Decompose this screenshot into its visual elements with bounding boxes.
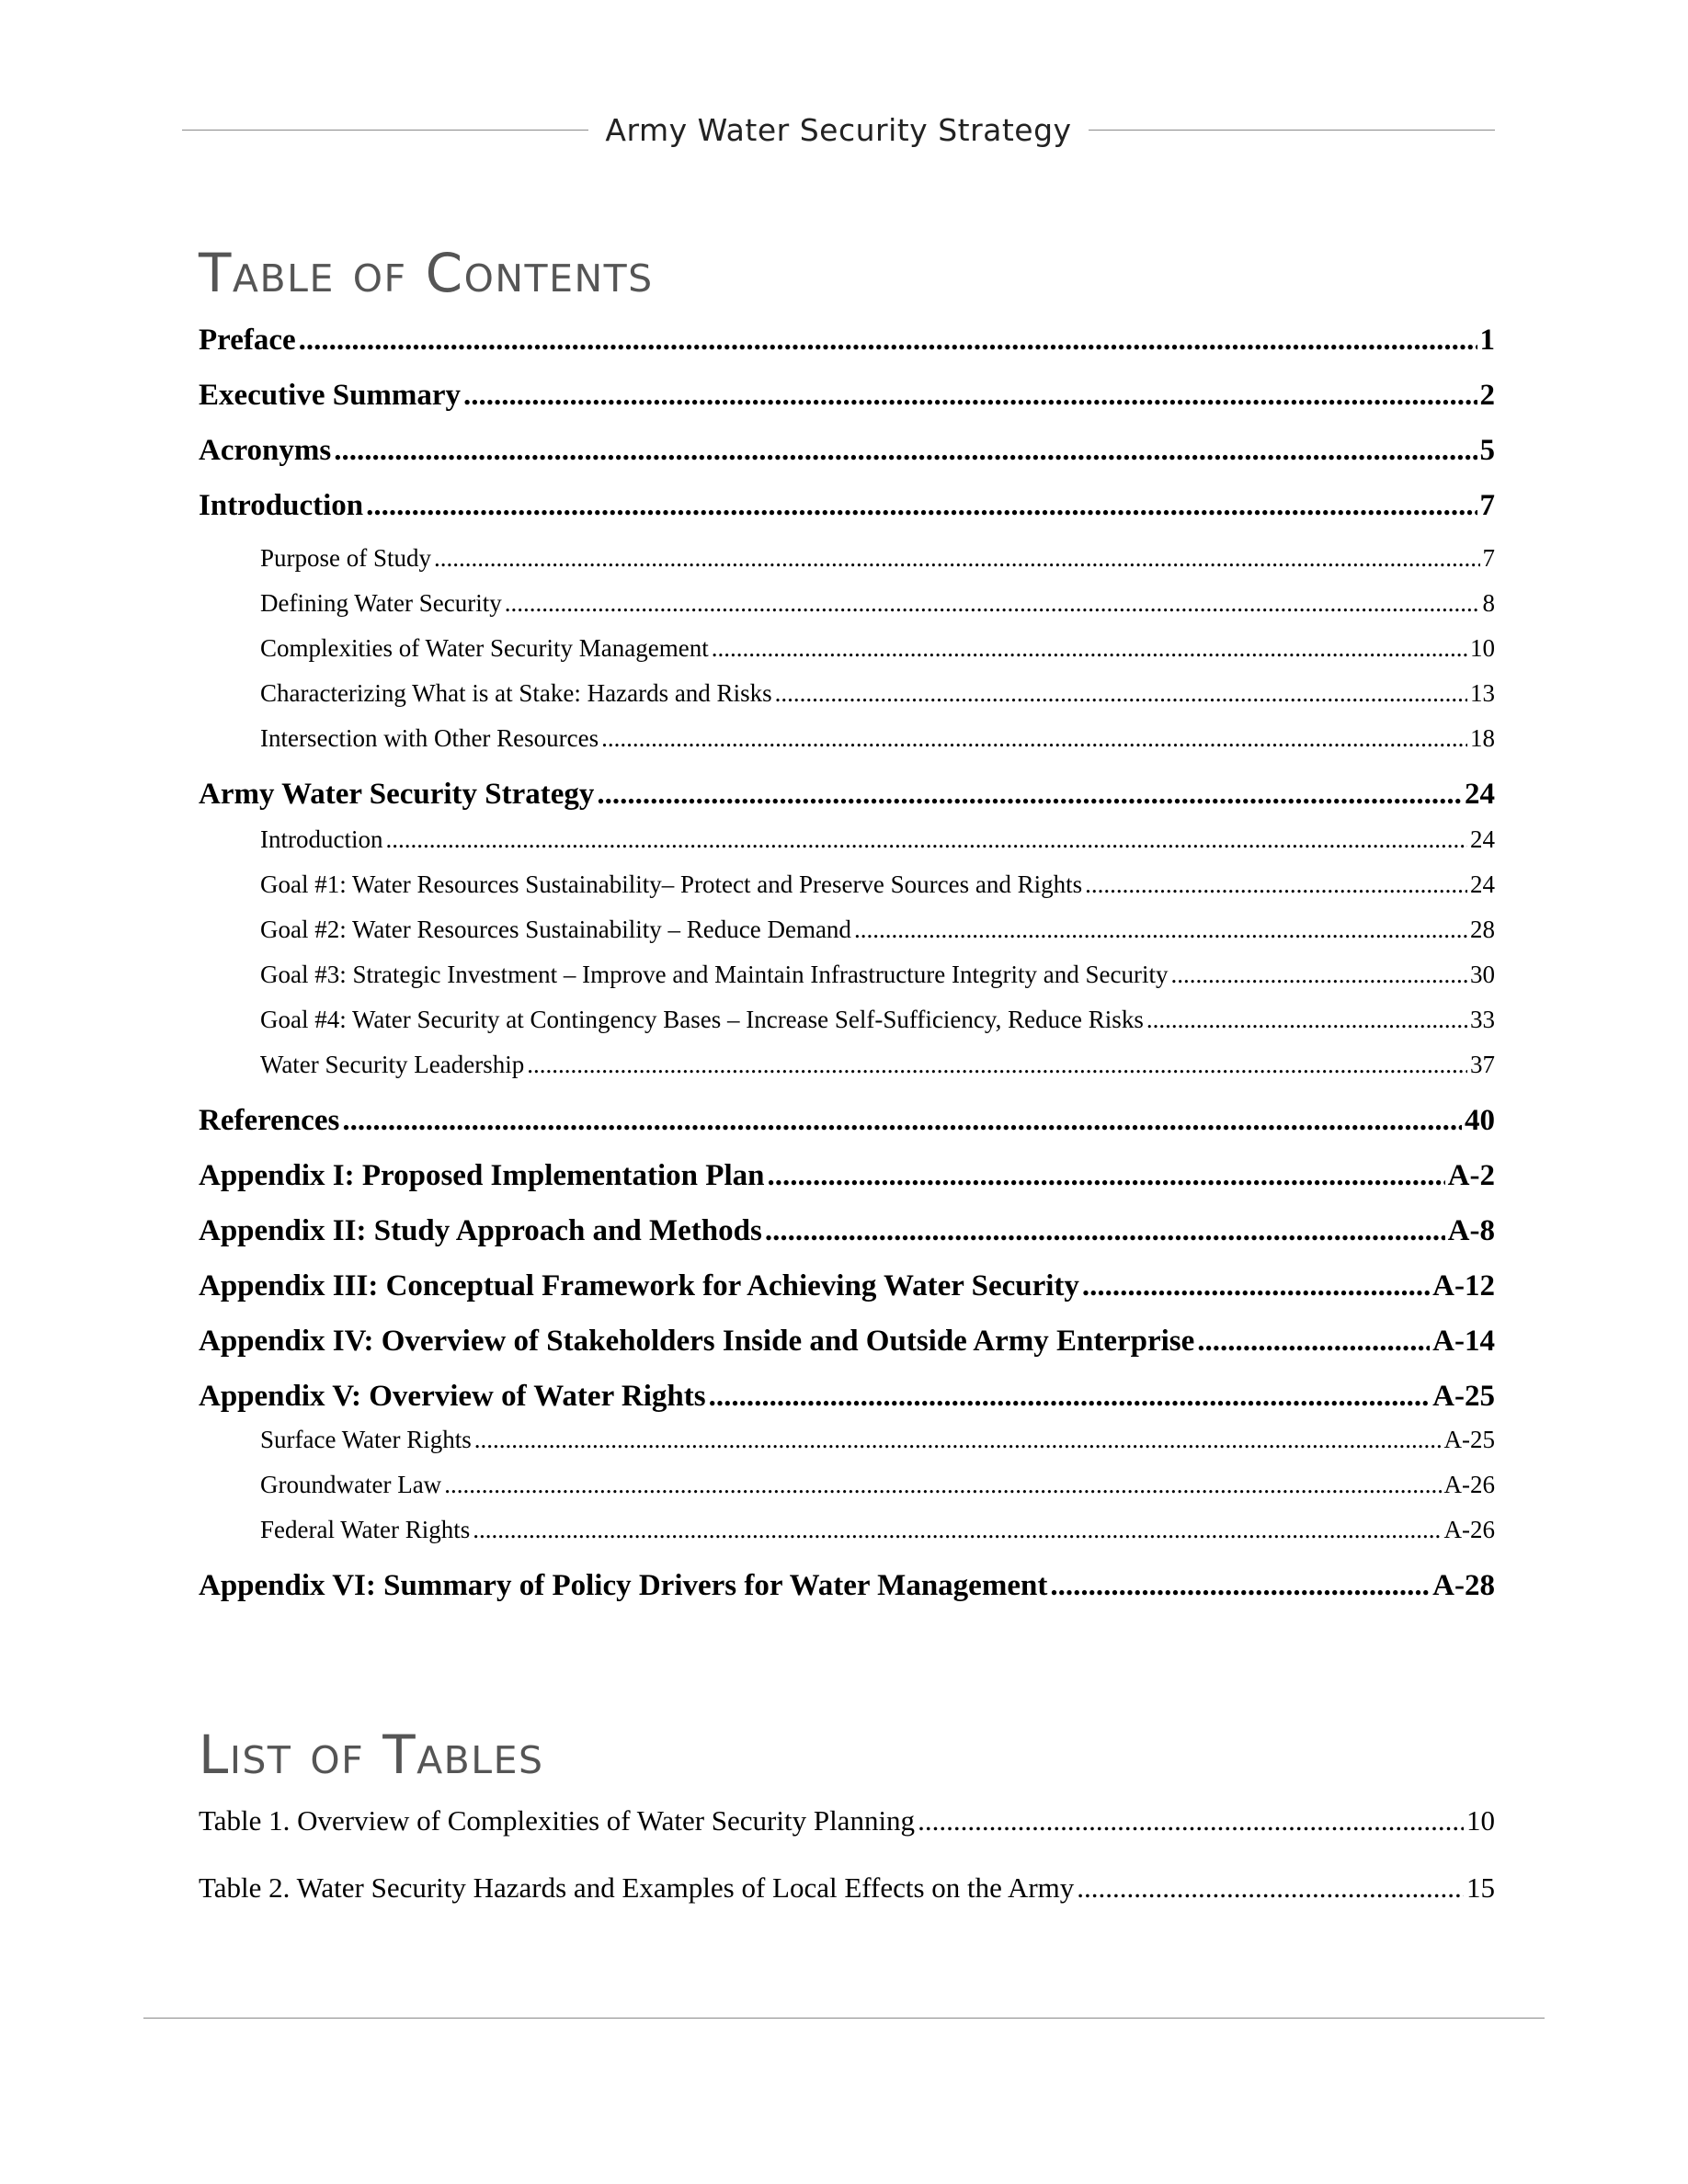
table-entry-page: 10	[1466, 1804, 1495, 1837]
dot-leader	[366, 489, 1477, 523]
toc-entry-label: Appendix VI: Summary of Policy Drivers for Water Management	[199, 1569, 1048, 1602]
toc-entry-label: Acronyms	[199, 434, 332, 467]
toc-entry-label: Defining Water Security	[260, 589, 502, 617]
table-entry[interactable]	[199, 1804, 1495, 1837]
dot-leader	[474, 1426, 1442, 1454]
toc-entry[interactable]	[260, 1051, 1495, 1079]
toc-entry[interactable]	[199, 324, 1495, 358]
dot-leader	[601, 724, 1467, 753]
toc-entry-page: A-12	[1432, 1269, 1495, 1302]
toc-entry-page: A-28	[1432, 1569, 1495, 1602]
toc-entry[interactable]	[199, 1325, 1495, 1359]
dot-leader	[767, 1159, 1444, 1193]
toc-entry-label: Appendix II: Study Approach and Methods	[199, 1214, 762, 1247]
toc-entry-label: Appendix III: Conceptual Framework for Achieving Water Security	[199, 1269, 1079, 1302]
header-title: Army Water Security Strategy	[605, 111, 1072, 148]
toc-entry-page: 24	[1470, 870, 1495, 898]
toc-entry-label: Water Security Leadership	[260, 1051, 525, 1078]
toc-entry-label: Goal #1: Water Resources Sustainability– Protect and Preserve Sources and Rights	[260, 870, 1083, 898]
dot-leader	[385, 825, 1467, 854]
dot-leader	[434, 544, 1479, 573]
toc-entry-page: 2	[1479, 379, 1495, 412]
dot-leader	[505, 589, 1480, 618]
toc-entry-label: Appendix V: Overview of Water Rights	[199, 1380, 706, 1413]
toc-entry-label: Purpose of Study	[260, 544, 432, 572]
list-of-tables-heading: List of Tables	[199, 1723, 544, 1786]
header-rule-right	[1089, 130, 1495, 131]
toc-entry[interactable]	[260, 825, 1495, 854]
toc-entry-page: 24	[1465, 778, 1495, 811]
toc-entry-page: 18	[1470, 724, 1495, 752]
header-rule-left	[182, 130, 588, 131]
dot-leader	[334, 434, 1477, 468]
dot-leader	[1077, 1871, 1464, 1905]
dot-leader	[1170, 961, 1467, 989]
dot-leader	[342, 1104, 1462, 1138]
toc-entry-page: 28	[1470, 916, 1495, 943]
toc-entry-page: 37	[1470, 1051, 1495, 1078]
dot-leader	[712, 634, 1467, 663]
dot-leader	[854, 916, 1467, 944]
toc-entry-label: Appendix I: Proposed Implementation Plan	[199, 1159, 765, 1192]
toc-entry-label: Executive Summary	[199, 379, 462, 412]
toc-entry-page: 40	[1465, 1104, 1495, 1137]
toc-entry-page: A-2	[1447, 1159, 1495, 1192]
toc-entry-label: Goal #4: Water Security at Contingency Bases – Increase Self-Sufficiency, Reduce Risks	[260, 1006, 1144, 1033]
toc-entry[interactable]	[199, 778, 1495, 812]
dot-leader	[1085, 870, 1467, 899]
dot-leader	[1146, 1006, 1467, 1034]
toc-entry[interactable]	[199, 1159, 1495, 1193]
table-entry[interactable]	[199, 1871, 1495, 1905]
toc-entry[interactable]	[199, 1269, 1495, 1303]
toc-entry-page: 7	[1479, 489, 1495, 522]
toc-entry-page: A-14	[1432, 1325, 1495, 1358]
toc-entry[interactable]	[260, 1426, 1495, 1454]
toc-entry-label: Introduction	[199, 489, 364, 522]
toc-entry-label: Preface	[199, 324, 296, 357]
toc-entry-page: 13	[1470, 679, 1495, 707]
toc-entry-label: Complexities of Water Security Management	[260, 634, 709, 662]
toc-entry[interactable]	[199, 1569, 1495, 1603]
toc-entry-label: Goal #2: Water Resources Sustainability – Reduce Demand	[260, 916, 851, 943]
toc-entry-page: A-25	[1432, 1380, 1495, 1413]
toc-entry[interactable]	[260, 870, 1495, 899]
footer-rule	[143, 2018, 1545, 2019]
dot-leader	[527, 1051, 1467, 1079]
dot-leader	[597, 778, 1462, 812]
table-entry-label: Table 2. Water Security Hazards and Examples of Local Effects on the Army	[199, 1871, 1075, 1904]
toc-entry[interactable]	[260, 679, 1495, 708]
toc-entry[interactable]	[260, 724, 1495, 753]
toc-entry[interactable]	[260, 1471, 1495, 1499]
running-header	[182, 108, 1495, 151]
toc-entry-page: A-26	[1443, 1471, 1495, 1498]
toc-entry-page: 24	[1470, 825, 1495, 853]
toc-entry-label: References	[199, 1104, 340, 1137]
toc-entry-page: 8	[1482, 589, 1495, 617]
toc-entry[interactable]	[260, 916, 1495, 944]
toc-entry-page: 5	[1479, 434, 1495, 467]
toc-entry-page: 1	[1479, 324, 1495, 357]
dot-leader	[1197, 1325, 1430, 1359]
toc-entry-label: Surface Water Rights	[260, 1426, 472, 1453]
toc-entry-label: Characterizing What is at Stake: Hazards and Risks	[260, 679, 772, 707]
toc-entry[interactable]	[199, 1380, 1495, 1414]
dot-leader	[709, 1380, 1431, 1414]
toc-entry[interactable]	[199, 379, 1495, 413]
toc-entry-label: Army Water Security Strategy	[199, 778, 595, 811]
dot-leader	[299, 324, 1477, 358]
dot-leader	[444, 1471, 1441, 1499]
toc-entry-page: 33	[1470, 1006, 1495, 1033]
table-entry-label: Table 1. Overview of Complexities of Water Security Planning	[199, 1804, 916, 1837]
toc-entry-page: 10	[1470, 634, 1495, 662]
toc-entry[interactable]	[260, 544, 1495, 573]
toc-entry[interactable]	[260, 589, 1495, 618]
toc-entry-label: Groundwater Law	[260, 1471, 442, 1498]
toc-entry-label: Introduction	[260, 825, 383, 853]
toc-entry-page: A-26	[1443, 1516, 1495, 1543]
dot-leader	[765, 1214, 1445, 1248]
dot-leader	[1082, 1269, 1430, 1303]
dot-leader	[463, 379, 1477, 413]
dot-leader	[1050, 1569, 1430, 1603]
toc-entry-page: 7	[1482, 544, 1495, 572]
dot-leader	[918, 1804, 1464, 1837]
toc-entry-label: Goal #3: Strategic Investment – Improve and Maintain Infrastructure Integrity and Security	[260, 961, 1169, 988]
toc-entry-label: Intersection with Other Resources	[260, 724, 599, 752]
toc-entry-label: Federal Water Rights	[260, 1516, 471, 1543]
toc-entry[interactable]	[199, 1104, 1495, 1138]
toc-entry-page: A-25	[1443, 1426, 1495, 1453]
toc-entry[interactable]	[260, 634, 1495, 663]
toc-heading: Table of Contents	[199, 242, 654, 304]
table-entry-page: 15	[1466, 1871, 1495, 1904]
toc-entry[interactable]	[199, 434, 1495, 468]
toc-entry[interactable]	[260, 1516, 1495, 1544]
toc-entry-label: Appendix IV: Overview of Stakeholders Inside and Outside Army Enterprise	[199, 1325, 1195, 1358]
toc-entry[interactable]	[199, 1214, 1495, 1248]
dot-leader	[775, 679, 1467, 708]
toc-entry[interactable]	[260, 961, 1495, 989]
toc-entry-page: A-8	[1447, 1214, 1495, 1247]
toc-entry[interactable]	[199, 489, 1495, 523]
toc-entry-page: 30	[1470, 961, 1495, 988]
toc-entry[interactable]	[260, 1006, 1495, 1034]
dot-leader	[473, 1516, 1441, 1544]
